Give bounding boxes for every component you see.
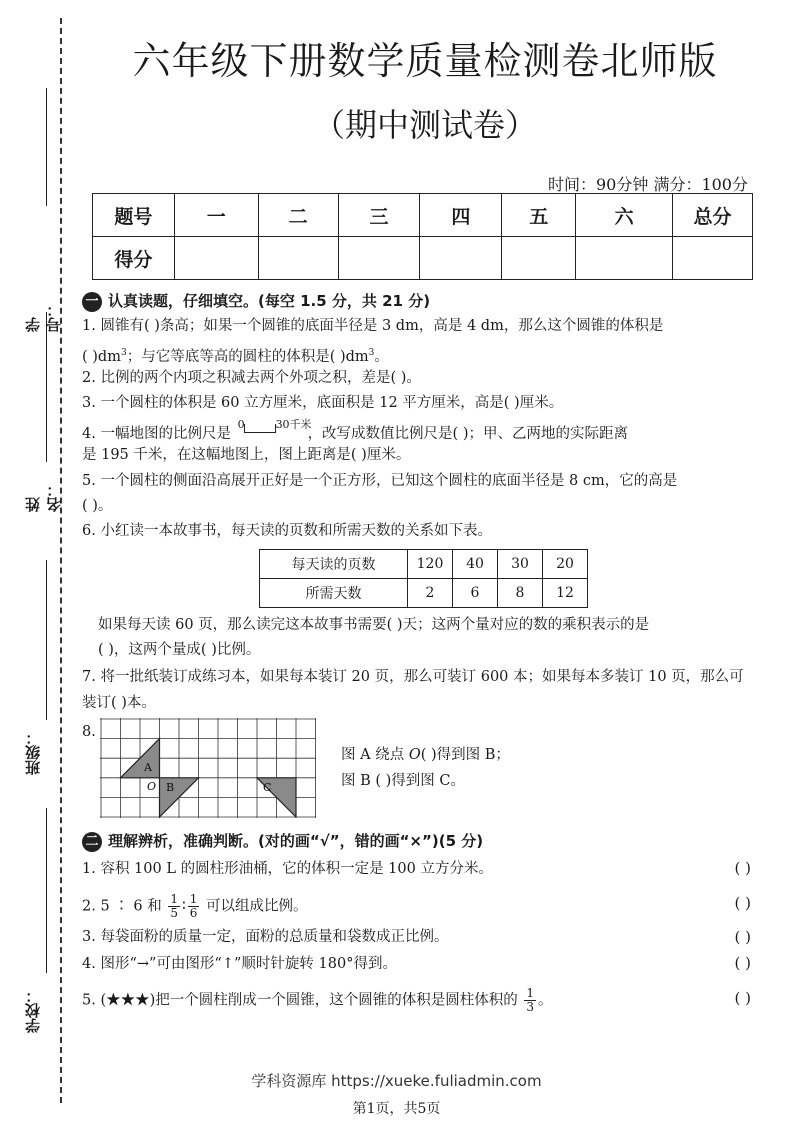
section2-number: 二 bbox=[82, 832, 102, 852]
fraction-numerator: 1 bbox=[526, 986, 535, 1000]
school-line[interactable] bbox=[46, 808, 47, 973]
q5j-text1: 5. (★★★)把一个圆柱削成一个圆锥，这个圆锥的体积是圆柱体积的 bbox=[82, 992, 518, 1009]
question-8-line1 bbox=[341, 746, 510, 764]
score-table-cell: 二 bbox=[258, 194, 338, 237]
question-1-line2 bbox=[82, 344, 389, 366]
q2-text1: 2. 5 ∶ 6 和 bbox=[82, 898, 162, 915]
pages-cell: 30 bbox=[498, 550, 543, 579]
fraction-denominator: 6 bbox=[189, 906, 198, 920]
question-4-line1 bbox=[82, 420, 628, 443]
question-5-line1: 5. 一个圆柱的侧面沿高展开正好是一个正方形，已知这个圆柱的底面半径是 8 cm，它的高是 bbox=[82, 473, 678, 489]
school-field bbox=[8, 808, 60, 1038]
question-7-line2: 装订( )本。 bbox=[82, 695, 156, 711]
judge-answer-1[interactable]: ( ) bbox=[734, 859, 751, 877]
school-label: 学校： bbox=[24, 988, 42, 1033]
q5j-text2: 。 bbox=[538, 992, 553, 1009]
class-line[interactable] bbox=[46, 560, 47, 720]
fraction-numerator: 1 bbox=[170, 892, 178, 906]
figure-c-label: C bbox=[263, 781, 272, 794]
q4-text1: 4. 一幅地图的比例尺是 bbox=[82, 426, 231, 442]
up-arrow-icon: ↑ bbox=[221, 956, 234, 972]
score-table-cell: 一 bbox=[174, 194, 258, 237]
figure-b-label: B bbox=[166, 781, 175, 794]
fraction-denominator: 3 bbox=[526, 1000, 535, 1014]
section1-heading bbox=[82, 290, 430, 312]
question-3: 3. 一个圆柱的体积是 60 立方厘米，底面积是 12 平方厘米，高是( )厘米。 bbox=[82, 395, 564, 411]
q2-text2: 可以组成比例。 bbox=[206, 898, 308, 915]
score-row-label: 得分 bbox=[93, 237, 175, 280]
point-o-label: O bbox=[147, 780, 157, 793]
question-4-line2: 是 195 千米，在这幅地图上，图上距离是( )厘米。 bbox=[82, 447, 411, 463]
scale-bar bbox=[236, 418, 312, 438]
judge-question-4 bbox=[82, 955, 397, 973]
score-table-cell: 六 bbox=[576, 194, 673, 237]
judge-answer-5[interactable]: ( ) bbox=[734, 989, 751, 1007]
judge-question-3: 3. 每袋面粉的质量一定，面粉的总质量和袋数成正比例。 bbox=[82, 929, 449, 945]
judge-answer-4[interactable]: ( ) bbox=[734, 954, 751, 972]
question-5-line2: ( )。 bbox=[82, 498, 113, 514]
judge-question-5 bbox=[82, 987, 553, 1014]
fraction-one-third bbox=[524, 987, 536, 1014]
q8-point-o: O bbox=[408, 747, 421, 763]
right-arrow-icon: → bbox=[136, 956, 150, 972]
q1-sup2: 3 bbox=[368, 348, 375, 358]
q1-part1: ( )dm bbox=[82, 348, 121, 365]
rotation-grid-figure bbox=[100, 718, 318, 818]
score-cell-6[interactable] bbox=[576, 237, 673, 280]
score-cell-total[interactable] bbox=[673, 237, 753, 280]
days-row bbox=[260, 579, 588, 608]
student-no-field bbox=[8, 88, 63, 332]
question-2: 2. 比例的两个内项之积减去两个外项之积，差是( )。 bbox=[82, 370, 421, 386]
scale-unit: 千米 bbox=[289, 418, 312, 431]
q4j-text1: 4. 图形“ bbox=[82, 956, 137, 972]
pages-days-table bbox=[259, 549, 588, 608]
days-cell: 8 bbox=[498, 579, 543, 608]
q4j-text3: ”顺时针旋转 180°得到。 bbox=[234, 956, 397, 972]
days-cell: 12 bbox=[543, 579, 588, 608]
q4j-text2: ”可由图形“ bbox=[149, 956, 222, 972]
score-table-cell: 总分 bbox=[673, 194, 753, 237]
judge-answer-3[interactable]: ( ) bbox=[734, 928, 751, 946]
section1-title: 认真读题，仔细填空。(每空 1.5 分，共 21 分) bbox=[108, 292, 431, 310]
pages-row bbox=[260, 550, 588, 579]
pages-row-label: 每天读的页数 bbox=[260, 550, 408, 579]
pages-cell: 40 bbox=[453, 550, 498, 579]
q1-sup1: 3 bbox=[120, 348, 127, 358]
score-table bbox=[92, 193, 753, 280]
page-title: 六年级下册数学质量检测卷北师版 bbox=[132, 39, 718, 83]
figure-a-label: A bbox=[144, 761, 152, 774]
source-watermark: 学科资源库 https://xueke.fuliadmin.com bbox=[251, 1072, 542, 1090]
q2-colon: ∶ bbox=[181, 898, 186, 915]
question-6: 6. 小红读一本故事书，每天读的页数和所需天数的关系如下表。 bbox=[82, 523, 492, 539]
pages-cell: 120 bbox=[408, 550, 453, 579]
score-cell-3[interactable] bbox=[338, 237, 420, 280]
question-1-line1: 1. 圆锥有( )条高；如果一个圆锥的底面半径是 3 dm，高是 4 dm，那么这个圆锥的体积是 bbox=[82, 318, 664, 334]
question-8-line2: 图 B ( )得到图 C。 bbox=[341, 773, 466, 789]
pages-cell: 20 bbox=[543, 550, 588, 579]
days-cell: 6 bbox=[453, 579, 498, 608]
judge-question-2 bbox=[82, 893, 308, 920]
q8-text1: 图 A 绕点 bbox=[341, 747, 409, 763]
score-table-cell: 五 bbox=[502, 194, 576, 237]
name-label: 姓名： bbox=[24, 482, 63, 512]
q8-text2: ( )得到图 B； bbox=[420, 747, 510, 763]
score-table-header-row bbox=[93, 194, 753, 237]
class-field bbox=[8, 560, 60, 780]
days-row-label: 所需天数 bbox=[260, 579, 408, 608]
question-7-line1: 7. 将一批纸装订成练习本，如果每本装订 20 页，那么可装订 600 本；如果每本多装订 10 页，那么可 bbox=[82, 669, 744, 685]
score-table-score-row bbox=[93, 237, 753, 280]
section2-title: 理解辨析，准确判断。(对的画“√”，错的画“×”)(5 分) bbox=[108, 832, 484, 850]
days-cell: 2 bbox=[408, 579, 453, 608]
score-table-cell: 四 bbox=[420, 194, 502, 237]
question-6-line3: 如果每天读 60 页，那么读完这本故事书需要( )天；这两个量对应的数的乘积表示的是 bbox=[98, 617, 650, 633]
q1-part2: ；与它等底等高的圆柱的体积是( )dm bbox=[126, 348, 369, 365]
scale-thirty: 30 bbox=[275, 418, 290, 431]
section2-heading bbox=[82, 830, 483, 852]
score-table-cell: 题号 bbox=[93, 194, 175, 237]
fraction-one-sixth bbox=[188, 893, 200, 920]
scale-segment bbox=[244, 424, 276, 433]
student-no-line[interactable] bbox=[46, 88, 47, 206]
question-6-line4: ( )，这两个量成( )比例。 bbox=[98, 642, 261, 658]
judge-question-1: 1. 容积 100 L 的圆柱形油桶，它的体积一定是 100 立方分米。 bbox=[82, 861, 493, 877]
score-cell-5[interactable] bbox=[502, 237, 576, 280]
student-no-label: 学号： bbox=[24, 302, 63, 332]
page-subtitle: （期中测试卷） bbox=[312, 106, 537, 144]
fraction-numerator: 1 bbox=[189, 892, 198, 906]
name-line[interactable] bbox=[46, 312, 47, 462]
score-cell-4[interactable] bbox=[420, 237, 502, 280]
q1-part3: 。 bbox=[374, 348, 389, 365]
name-field bbox=[8, 312, 63, 512]
score-table-cell: 三 bbox=[338, 194, 420, 237]
score-cell-2[interactable] bbox=[258, 237, 338, 280]
class-label: 班级： bbox=[24, 730, 42, 775]
q4-text2: ，改写成数值比例尺是( )；甲、乙两地的实际距离 bbox=[307, 426, 628, 442]
question-8-number: 8. bbox=[82, 724, 96, 740]
score-cell-1[interactable] bbox=[174, 237, 258, 280]
judge-answer-2[interactable]: ( ) bbox=[734, 894, 751, 912]
scale-zero: 0 bbox=[237, 418, 245, 431]
fraction-denominator: 5 bbox=[170, 906, 178, 920]
time-info: 时间：90分钟 满分：100分 bbox=[548, 175, 748, 194]
binding-dashed-line bbox=[60, 18, 62, 1103]
section1-number: 一 bbox=[82, 292, 102, 312]
fraction-one-fifth bbox=[168, 893, 180, 920]
page-number: 第1页，共5页 bbox=[352, 1101, 441, 1117]
